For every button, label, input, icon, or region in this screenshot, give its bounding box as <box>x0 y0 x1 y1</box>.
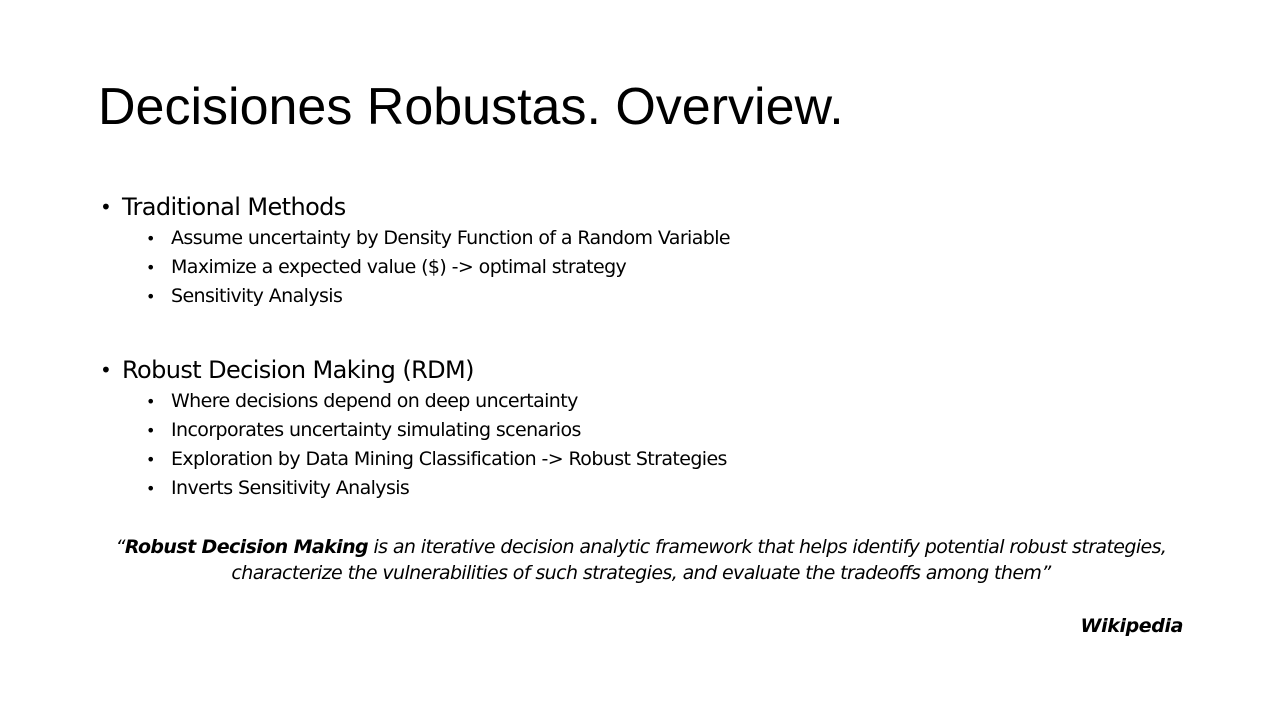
traditional-methods-list <box>100 224 1190 311</box>
list-item: • Exploration by Data Mining Classification -> Robust Strategies <box>100 445 1190 474</box>
section-heading-rdm: • Robust Decision Making (RDM) <box>100 353 1190 387</box>
quote-open-mark: “ <box>115 536 125 558</box>
quote-close-mark: ” <box>1041 562 1051 584</box>
quote-text: is an iterative decision analytic framework that helps identify potential robust strategies, characterize the vulnerabilities of such strategies, and evaluate the tradeoffs among them <box>231 536 1167 584</box>
list-item: • Where decisions depend on deep uncertainty <box>100 387 1190 416</box>
list-item: • Sensitivity Analysis <box>100 282 1190 311</box>
list-item: • Maximize a expected value ($) -> optimal strategy <box>100 253 1190 282</box>
quote-term: Robust Decision Making <box>124 536 369 558</box>
quote-source: Wikipedia <box>1080 615 1183 637</box>
rdm-list <box>100 387 1190 503</box>
list-item: • Incorporates uncertainty simulating scenarios <box>100 416 1190 445</box>
slide-body <box>100 190 1190 503</box>
section-spacer <box>100 311 1190 353</box>
section-heading-traditional-methods: • Traditional Methods <box>100 190 1190 224</box>
slide-title: Decisiones Robustas. Overview. <box>98 78 844 136</box>
list-item: • Inverts Sensitivity Analysis <box>100 474 1190 503</box>
quote <box>96 534 1186 586</box>
list-item: • Assume uncertainty by Density Function of a Random Variable <box>100 224 1190 253</box>
